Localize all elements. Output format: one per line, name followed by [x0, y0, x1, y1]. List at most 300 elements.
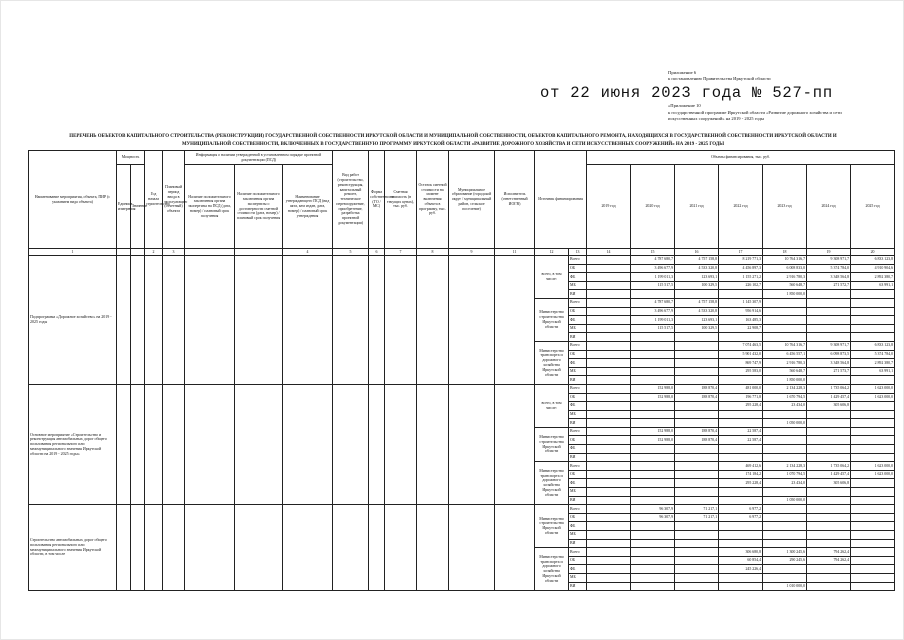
funding-value: 123 693,1 [675, 316, 719, 325]
funding-source: ОБ [569, 307, 587, 316]
empty-cell [185, 384, 235, 504]
funding-source-extra [587, 393, 631, 402]
funding-source: ОБ [569, 393, 587, 402]
funding-value: 306 680,8 [719, 548, 763, 557]
funding-value: 6 977,2 [719, 513, 763, 522]
table-row [29, 256, 895, 265]
funding-source-extra [587, 307, 631, 316]
funding-value: 1 010 000,0 [763, 582, 807, 591]
col-header-funding-source: Источник финансирования [535, 151, 587, 249]
funding-source: Всего [569, 505, 587, 514]
funding-value: 10 764 316,7 [763, 256, 807, 265]
funding-value: 163 485,3 [719, 316, 763, 325]
col-header-remaining-cost: Остаток сметной стоимости на момент включения объекта в программу, тыс. руб. [417, 151, 449, 249]
funding-value [631, 573, 675, 582]
funding-value [851, 333, 895, 342]
funding-value [807, 427, 851, 436]
funding-source: Всего [569, 462, 587, 471]
funding-value [851, 565, 895, 574]
funding-value [851, 453, 895, 462]
funding-source-extra [587, 298, 631, 307]
funding-value: 869 747,9 [719, 359, 763, 368]
funding-source-extra [587, 316, 631, 325]
funding-value [763, 539, 807, 548]
funding-value [763, 445, 807, 454]
funding-source: ФБ [569, 359, 587, 368]
funding-value: 1 050 000,0 [763, 419, 807, 428]
funding-source: ФБ [569, 479, 587, 488]
empty-cell [145, 384, 163, 504]
funding-value [675, 367, 719, 376]
funding-value [631, 359, 675, 368]
empty-cell [283, 505, 333, 591]
funding-source-extra [587, 531, 631, 540]
appendix-line: к постановлению Правительства Иркутской области [668, 76, 771, 82]
column-number: 1 [29, 249, 117, 256]
funding-source-extra [587, 539, 631, 548]
executor-name: Министерство транспорта и дорожного хозяйства Иркутской области [535, 548, 569, 591]
appendix-line: к государственной программе Иркутской области «Развитие дорожного хозяйства и сети [668, 109, 842, 115]
funding-value [851, 307, 895, 316]
funding-value: 22 587,4 [719, 436, 763, 445]
funding-source-extra [587, 402, 631, 411]
funding-source-extra [587, 333, 631, 342]
funding-value [631, 479, 675, 488]
funding-value: 152 988,0 [631, 393, 675, 402]
program-appendix-note [668, 103, 900, 123]
column-number [117, 249, 131, 256]
funding-value [851, 582, 895, 591]
funding-value: 6 833 123,8 [851, 256, 895, 265]
funding-value [807, 298, 851, 307]
col-header-year-2021: 2021 год [675, 165, 719, 249]
funding-value [763, 436, 807, 445]
funding-source-extra [587, 281, 631, 290]
funding-value: 4 757 158,8 [675, 298, 719, 307]
funding-source: ВИ [569, 539, 587, 548]
funding-value [851, 410, 895, 419]
funding-source-extra [587, 359, 631, 368]
funding-value [851, 324, 895, 333]
funding-value: 469 412,6 [719, 462, 763, 471]
funding-value: 3 348 564,8 [807, 273, 851, 282]
empty-cell [417, 384, 449, 504]
funding-value [851, 427, 895, 436]
empty-cell [495, 384, 535, 504]
funding-source: ФБ [569, 522, 587, 531]
funding-value [719, 539, 763, 548]
funding-value: 1 199 011,3 [631, 273, 675, 282]
funding-source-extra [587, 565, 631, 574]
funding-value: 6 456 557,1 [763, 350, 807, 359]
funding-source-extra [587, 341, 631, 350]
funding-value [675, 445, 719, 454]
empty-cell [385, 256, 417, 385]
funding-value: 1 735 064,2 [807, 384, 851, 393]
funding-value: 1 623 000,0 [851, 384, 895, 393]
funding-value: 100 329,5 [675, 324, 719, 333]
funding-value: 152 988,0 [631, 384, 675, 393]
column-number: 17 [719, 249, 763, 256]
funding-value: 1 850 000,0 [763, 290, 807, 299]
column-number-row [29, 249, 895, 256]
funding-value: 3 348 564,8 [807, 359, 851, 368]
funding-value: 123 693,1 [675, 273, 719, 282]
funding-source-extra [587, 505, 631, 514]
funding-value [851, 290, 895, 299]
funding-value: 7 074 463,5 [719, 341, 763, 350]
funding-value: 4 757 158,8 [675, 256, 719, 265]
funding-value [807, 531, 851, 540]
funding-value [719, 496, 763, 505]
funding-value: 794 262,4 [807, 548, 851, 557]
col-header-year-2025: 2025 год [851, 165, 895, 249]
funding-value [807, 333, 851, 342]
funding-value [763, 298, 807, 307]
funding-value: 4 910 904,6 [851, 264, 895, 273]
funding-value [851, 419, 895, 428]
funding-value [675, 539, 719, 548]
funding-value: 3 496 677,9 [631, 264, 675, 273]
executor-name: всего, в том числе: [535, 256, 569, 299]
funding-source: ВИ [569, 453, 587, 462]
funding-value [675, 419, 719, 428]
funding-value: 1 623 000,0 [851, 462, 895, 471]
funding-value: 2 134 228,3 [763, 462, 807, 471]
funding-value [807, 582, 851, 591]
funding-source-extra [587, 548, 631, 557]
funding-source: Всего [569, 256, 587, 265]
empty-cell [385, 384, 417, 504]
col-header-estimated-cost: Сметная стоимость (в текущих ценах), тыс. руб. [385, 151, 417, 249]
funding-value: 22 908,7 [719, 324, 763, 333]
column-number: 6 [369, 249, 385, 256]
column-number: 20 [851, 249, 895, 256]
funding-value: 1 670 794,5 [763, 393, 807, 402]
funding-source: МБ [569, 324, 587, 333]
empty-cell [449, 256, 495, 385]
funding-value [763, 531, 807, 540]
measure-name: Строительство автомобильных дорог общего пользования регионального или межмуниципального значения Иркутской области, в том числе [29, 505, 117, 591]
title-line: ПЕРЕЧЕНЬ ОБЪЕКТОВ КАПИТАЛЬНОГО СТРОИТЕЛЬСТВА (РЕКОНСТРУКЦИИ) ГОСУДАРСТВЕННОЙ СОБСТВЕННОСТИ ИРКУТСКОЙ ОБЛАСТИ И МУНИЦИПАЛЬНОЙ СОБСТВЕННОСТИ, ОБЪЕКТОВ КАПИТАЛЬНОГО РЕМОНТА, НАХОДЯЩИХСЯ В ГОСУДАРСТВЕННОЙ СОБСТВЕННОСТИ ИРКУТСКОЙ ОБЛАСТИ И [69, 134, 837, 139]
funding-value [763, 316, 807, 325]
funding-value: 1 429 457,4 [807, 470, 851, 479]
funding-value [631, 290, 675, 299]
empty-cell [131, 256, 145, 385]
funding-value: 60 854,4 [719, 556, 763, 565]
funding-value [807, 505, 851, 514]
column-number: 13 [569, 249, 587, 256]
funding-value [675, 410, 719, 419]
funding-value: 188 870,4 [675, 384, 719, 393]
column-number: 12 [535, 249, 569, 256]
funding-source-extra [587, 436, 631, 445]
funding-source: ВИ [569, 290, 587, 299]
funding-value: 1 623 000,0 [851, 470, 895, 479]
funding-value: 96 307,9 [631, 513, 675, 522]
funding-value [719, 573, 763, 582]
funding-value: 6 098 873,5 [807, 350, 851, 359]
funding-value [675, 359, 719, 368]
funding-value: 23 434,0 [763, 479, 807, 488]
funding-value: 1 050 000,0 [763, 496, 807, 505]
funding-value [763, 453, 807, 462]
funding-source-extra [587, 488, 631, 497]
funding-value: 5 901 432,0 [719, 350, 763, 359]
funding-value [719, 419, 763, 428]
funding-value [631, 548, 675, 557]
funding-value: 3 496 677,9 [631, 307, 675, 316]
executor-name: всего, в том числе: [535, 384, 569, 427]
funding-value: 1 850 000,0 [763, 376, 807, 385]
column-number: 16 [675, 249, 719, 256]
funding-source-extra [587, 522, 631, 531]
col-header-year-start: Год начала строительства [145, 151, 163, 249]
funding-value: 4 787 680,7 [631, 256, 675, 265]
funding-value: 295 583,0 [719, 367, 763, 376]
col-header-year-2022: 2022 год [719, 165, 763, 249]
funding-source-extra [587, 496, 631, 505]
funding-value [807, 539, 851, 548]
col-header-docs-group: Информация о наличии утвержденной в установленном порядке проектной документации (ПСД) [185, 151, 333, 165]
funding-source-extra [587, 410, 631, 419]
col-header-capacity: Мощность [117, 151, 145, 165]
funding-value: 6 008 833,0 [763, 264, 807, 273]
funding-value [675, 556, 719, 565]
funding-value [631, 488, 675, 497]
funding-value [631, 531, 675, 540]
decree-date-number: от 22 июня 2023 года № 527-пп [540, 84, 833, 102]
executor-name: Министерство строительства Иркутской области [535, 298, 569, 341]
empty-cell [449, 384, 495, 504]
funding-value [631, 539, 675, 548]
funding-source-extra [587, 513, 631, 522]
funding-source: ОБ [569, 264, 587, 273]
funding-value: 5 374 784,0 [851, 350, 895, 359]
empty-cell [117, 505, 131, 591]
funding-source: ФБ [569, 565, 587, 574]
funding-value [807, 496, 851, 505]
funding-source: МБ [569, 488, 587, 497]
empty-cell [131, 505, 145, 591]
funding-source: ОБ [569, 350, 587, 359]
funding-value [807, 453, 851, 462]
empty-cell [185, 505, 235, 591]
funding-source: Всего [569, 427, 587, 436]
funding-value: 305 606,8 [807, 402, 851, 411]
col-header-approval-doc: Наименование утверждающего ПСД (вид акта, кем издан, дата, номер) / плановый срок утверждения [283, 165, 333, 249]
empty-cell [385, 505, 417, 591]
funding-source: МБ [569, 367, 587, 376]
empty-cell [235, 384, 283, 504]
funding-value: 4 456 897,3 [719, 264, 763, 273]
column-number: 5 [333, 249, 369, 256]
funding-source-extra [587, 453, 631, 462]
funding-source-extra [587, 582, 631, 591]
funding-value [763, 505, 807, 514]
funding-source: ОБ [569, 436, 587, 445]
funding-value [631, 376, 675, 385]
appendix-line: Приложение 6 [668, 70, 697, 75]
funding-source-extra [587, 479, 631, 488]
executor-name: Министерство транспорта и дорожного хозяйства Иркутской области [535, 341, 569, 384]
funding-value [675, 582, 719, 591]
funding-value: 290 245,6 [763, 556, 807, 565]
funding-source-extra [587, 256, 631, 265]
funding-value [675, 470, 719, 479]
funding-value [675, 573, 719, 582]
funding-value: 2 916 780,3 [763, 359, 807, 368]
funding-value: 96 307,9 [631, 505, 675, 514]
funding-source-extra [587, 367, 631, 376]
funding-value [631, 470, 675, 479]
funding-value: 4 787 680,7 [631, 298, 675, 307]
funding-value: 196 771,8 [719, 393, 763, 402]
empty-cell [185, 256, 235, 385]
col-header-positive-conclusion: Наличие положительного заключения органа экспертизы на ПСД (дата, номер) / плановый срок получения [185, 165, 235, 249]
funding-value [851, 298, 895, 307]
funding-value [807, 513, 851, 522]
funding-value [675, 333, 719, 342]
funding-value: 174 184,2 [719, 470, 763, 479]
funding-source: Всего [569, 341, 587, 350]
column-number [185, 249, 235, 256]
funding-value: 152 988,0 [631, 427, 675, 436]
funding-value [763, 565, 807, 574]
funding-source-extra [587, 273, 631, 282]
empty-cell [117, 256, 131, 385]
funding-value [631, 453, 675, 462]
funding-value: 1 300 245,6 [763, 548, 807, 557]
empty-cell [163, 256, 185, 385]
funding-source-extra [587, 470, 631, 479]
funding-value [851, 445, 895, 454]
empty-cell [131, 384, 145, 504]
funding-value [675, 496, 719, 505]
funding-source: Всего [569, 548, 587, 557]
executor-name: Министерство строительства Иркутской области [535, 427, 569, 461]
funding-value [631, 367, 675, 376]
column-number: 14 [587, 249, 631, 256]
funding-source-extra [587, 445, 631, 454]
funding-value: 6 977,2 [719, 505, 763, 514]
funding-value: 1 735 064,2 [807, 462, 851, 471]
funding-value [675, 376, 719, 385]
funding-value: 188 870,4 [675, 427, 719, 436]
column-number: 3 [163, 249, 185, 256]
col-header-work-type: Вид работ (строительство, реконструкция, капитальный ремонт, техническое перевооружение, приобретение, разработка проектной документации) [333, 151, 369, 249]
column-number: 11 [495, 249, 535, 256]
funding-value [851, 488, 895, 497]
funding-value: 560 648,7 [763, 281, 807, 290]
funding-value [763, 488, 807, 497]
empty-cell [495, 256, 535, 385]
funding-value: 115 517,5 [631, 324, 675, 333]
col-header-municipality: Муниципальное образование (городской округ / муниципальный район, сельское поселение) [449, 151, 495, 249]
funding-value [763, 307, 807, 316]
measure-name: Подпрограмма «Дорожное хозяйство» на 2019 - 2025 годы [29, 256, 117, 385]
funding-value [631, 565, 675, 574]
funding-value [675, 522, 719, 531]
column-number: 8 [417, 249, 449, 256]
appendix-note [668, 70, 898, 83]
funding-value [675, 462, 719, 471]
funding-value [675, 402, 719, 411]
funding-value: 1 155 271,2 [719, 273, 763, 282]
funding-source: МБ [569, 573, 587, 582]
empty-cell [417, 505, 449, 591]
funding-value [851, 539, 895, 548]
empty-cell [369, 505, 385, 591]
funding-value [675, 453, 719, 462]
funding-value: 63 991,1 [851, 367, 895, 376]
funding-value: 6 833 123,8 [851, 341, 895, 350]
funding-value [675, 565, 719, 574]
funding-value: 63 991,1 [851, 281, 895, 290]
empty-cell [145, 505, 163, 591]
funding-value [675, 350, 719, 359]
funding-value: 115 517,5 [631, 281, 675, 290]
funding-value [807, 376, 851, 385]
funding-value: 2 134 228,3 [763, 384, 807, 393]
funding-value: 481 000,0 [719, 384, 763, 393]
col-header-reliability-conclusion: Наличие положительного заключения органа экспертизы о достоверности сметной стоимости (дата, номер) / плановый срок получения [235, 165, 283, 249]
document-title [14, 133, 892, 149]
funding-value: 1 145 307,9 [719, 298, 763, 307]
column-number: 4 [283, 249, 333, 256]
funding-value [631, 462, 675, 471]
funding-value [851, 402, 895, 411]
funding-value [807, 307, 851, 316]
funding-value [675, 548, 719, 557]
funding-source-extra [587, 573, 631, 582]
funding-value: 305 606,8 [807, 479, 851, 488]
empty-cell [283, 256, 333, 385]
funding-value [851, 513, 895, 522]
funding-source: ФБ [569, 316, 587, 325]
measure-name: Основное мероприятие «Строительство и реконструкция автомобильных дорог общего пользования регионального или межмуниципального значения Иркутской области на 2019 - 2025 годы» [29, 384, 117, 504]
executor-name: Министерство транспорта и дорожного хозяйства Иркутской области [535, 462, 569, 505]
funding-value [851, 531, 895, 540]
funding-value: 1 623 000,0 [851, 393, 895, 402]
col-header-executor: Исполнитель (ответственный ИОГВ) [495, 151, 535, 249]
empty-cell [333, 384, 369, 504]
funding-value: 271 573,7 [807, 367, 851, 376]
funding-source: МБ [569, 531, 587, 540]
funding-value [719, 376, 763, 385]
empty-cell [235, 505, 283, 591]
funding-value [631, 582, 675, 591]
funding-source: ВИ [569, 376, 587, 385]
table-row [29, 505, 895, 514]
funding-value [851, 556, 895, 565]
empty-cell [235, 256, 283, 385]
col-header-funding-group: Объемы финансирования, тыс. руб. [587, 151, 895, 165]
column-number [235, 249, 283, 256]
empty-cell [369, 384, 385, 504]
funding-value [851, 436, 895, 445]
funding-value: 1 070 794,5 [763, 470, 807, 479]
funding-value [851, 573, 895, 582]
funding-value: 5 374 784,0 [807, 264, 851, 273]
funding-value: 2 892 380,7 [851, 359, 895, 368]
funding-value: 271 572,7 [807, 281, 851, 290]
funding-source: ВИ [569, 496, 587, 505]
funding-source-extra [587, 384, 631, 393]
funding-source-extra [587, 350, 631, 359]
column-number [131, 249, 145, 256]
funding-value [763, 427, 807, 436]
